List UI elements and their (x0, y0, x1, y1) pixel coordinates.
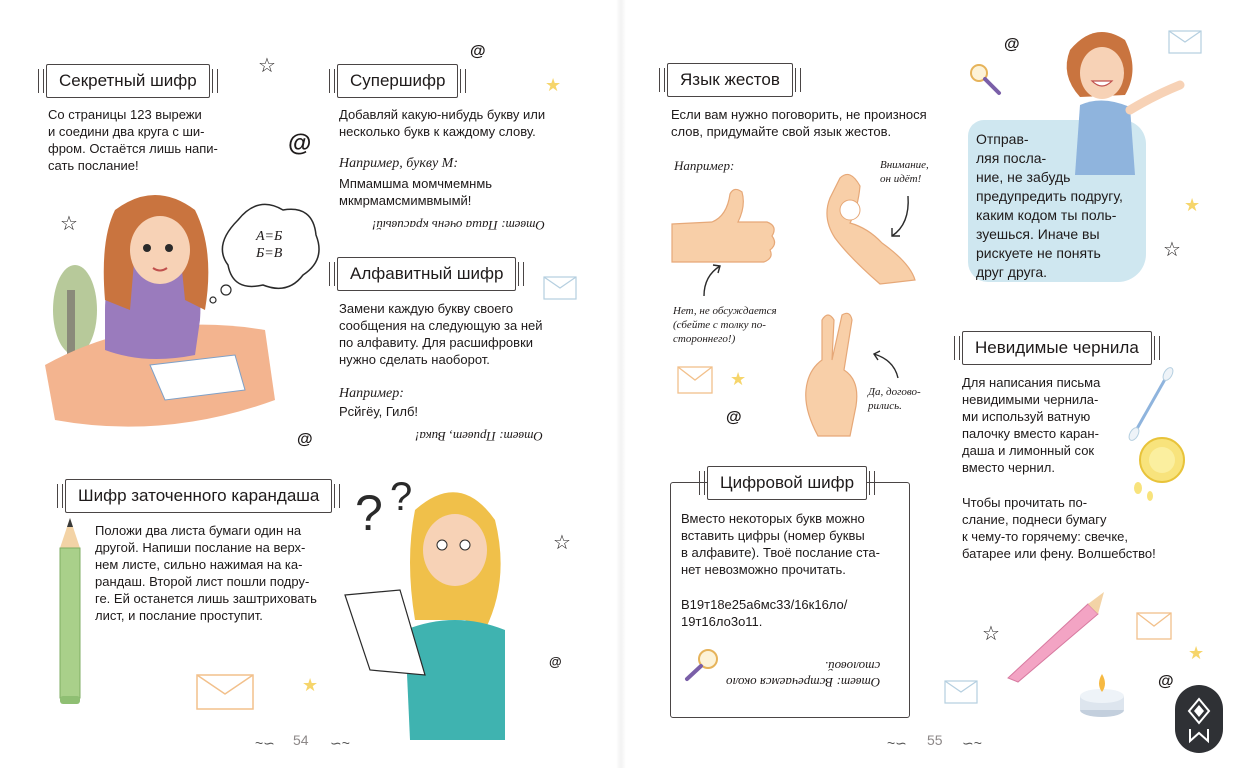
spiral-icon: @ (726, 409, 742, 426)
alphabet-cipher-example: Рсйгёу, Гилб! (339, 404, 419, 419)
invisible-ink-text-2: Чтобы прочитать по- слание, поднеси бумагу к чему-то горячему: свечке, батарее или фену. Волшебство! (962, 495, 1156, 561)
ornament-icon: ∽~ (330, 735, 350, 751)
super-cipher-example-label: Например, букву М: (339, 156, 458, 171)
spiral-icon: @ (549, 654, 562, 669)
ornament-icon: ~∽ (255, 735, 275, 751)
envelope-icon (677, 366, 715, 396)
alphabet-cipher-heading: Алфавитный шифр (337, 257, 516, 291)
svg-text:?: ? (390, 475, 413, 519)
arrow-icon (700, 262, 724, 298)
envelope-icon (1168, 30, 1202, 54)
thumbs-up-hand (672, 186, 782, 266)
publisher-logo-icon (1175, 685, 1223, 753)
envelope-icon (543, 276, 577, 300)
envelope-icon (196, 674, 256, 712)
envelope-icon (1136, 612, 1174, 642)
super-cipher-text: Добавляй какую-нибудь букву или несколько букв к каждому слову. (339, 107, 546, 139)
spiral-icon: @ (297, 431, 313, 448)
caption-no: Нет, не обсуждается (сбейте с толку по- стороннего!) (673, 305, 777, 345)
super-cipher-answer: Ответ: Паша очень красивый! (372, 218, 545, 233)
super-cipher-example: Мпмамшма момчмемнмь мкмрмамсмимвмымй! (339, 176, 493, 208)
invisible-ink-heading: Невидимые чернила (962, 331, 1152, 365)
crossed-fingers-hand (800, 310, 862, 436)
candle-icon (1076, 660, 1128, 722)
star-icon: ☆ (982, 623, 1000, 645)
caption-attention: Внимание, он идёт! (880, 159, 929, 185)
thought-cloud-text: А=Б Б=В (256, 229, 283, 261)
alphabet-cipher-answer: Ответ: Привет, Вика! (415, 429, 543, 444)
spiral-icon: @ (288, 130, 312, 157)
spiral-icon: @ (470, 43, 486, 60)
alphabet-cipher-example-label: Например: (339, 386, 404, 401)
invisible-ink-text: Для написания письма невидимыми чернила- ми используй ватную палочку вместо каран- даша и лимонный сок вместо чернил. (962, 375, 1101, 475)
envelope-icon (944, 680, 980, 704)
yellow-star-icon: ★ (730, 369, 747, 389)
yellow-star-icon: ★ (1184, 195, 1201, 215)
sign-language-text: Если вам нужно поговорить, не произнося слов, придумайте свой язык жестов. (671, 107, 927, 139)
green-pencil-illustration (58, 518, 82, 706)
star-icon: ☆ (1163, 239, 1181, 261)
caption-agreed: Да, догово- рились. (868, 386, 921, 412)
digital-cipher-text: Вместо некоторых букв можно вставить цифры (номер буквы в алфавите). Твоё послание ста- нет невозможно прочитать. (681, 511, 880, 577)
secret-cipher-text: Со страницы 123 вырежи и соедини два круга с ши- фром. Остаётся лишь напи- сать послание! (48, 107, 218, 173)
tip-bubble-text: Отправ- ляя посла- ние, не забудь предупредить подругу, каким кодом ты поль- зуешься. Иначе вы рискуете не понять друг друга. (976, 131, 1123, 280)
lemon-icon (1128, 432, 1186, 504)
star-icon: ☆ (258, 55, 276, 77)
spiral-icon: @ (1158, 673, 1174, 690)
cotton-swab-icon (1126, 366, 1176, 440)
arrow-icon (868, 350, 902, 380)
confused-girl-illustration (345, 470, 515, 740)
pencil-cipher-text: Положи два листа бумаги один на другой. Напиши послание на верх- нем листе, сильно нажимая на ка- рандаш. Второй лист пошли подру- ге. Ей останется лишь заштриховать лист, и послание проступит. (95, 523, 317, 623)
digital-cipher-heading: Цифровой шифр (707, 466, 867, 500)
magnifier-icon (968, 62, 1004, 98)
right-page-number: 55 (927, 732, 943, 748)
spiral-icon: @ (1004, 36, 1020, 53)
publisher-logo (1175, 685, 1223, 753)
ornament-icon: ~∽ (887, 735, 907, 751)
yellow-star-icon: ★ (1188, 643, 1205, 663)
left-page-number: 54 (293, 732, 309, 748)
arrow-icon (888, 194, 912, 240)
sign-language-example-label: Например: (674, 158, 735, 173)
yellow-star-icon: ★ (545, 75, 562, 95)
svg-text:?: ? (355, 485, 383, 541)
alphabet-cipher-text: Замени каждую букву своего сообщения на следующую за ней по алфавиту. Для расшифровки нужно сделать наоборот. (339, 301, 543, 367)
digital-cipher-example: В19т18е25а6мс33/16к16ло/ 19т16ло3о11. (681, 597, 848, 629)
yellow-star-icon: ★ (302, 675, 319, 695)
pencil-cipher-heading: Шифр заточенного карандаша (65, 479, 332, 513)
ornament-icon: ∽~ (962, 735, 982, 751)
secret-cipher-heading: Секретный шифр (46, 64, 210, 98)
digital-cipher-answer: Ответ: Встречаемся около столовой. (726, 659, 881, 690)
super-cipher-heading: Супершифр (337, 64, 458, 98)
star-icon: ☆ (60, 213, 78, 235)
star-icon: ☆ (553, 532, 571, 554)
magnifier-icon (684, 648, 720, 682)
sign-language-heading: Язык жестов (667, 63, 793, 97)
